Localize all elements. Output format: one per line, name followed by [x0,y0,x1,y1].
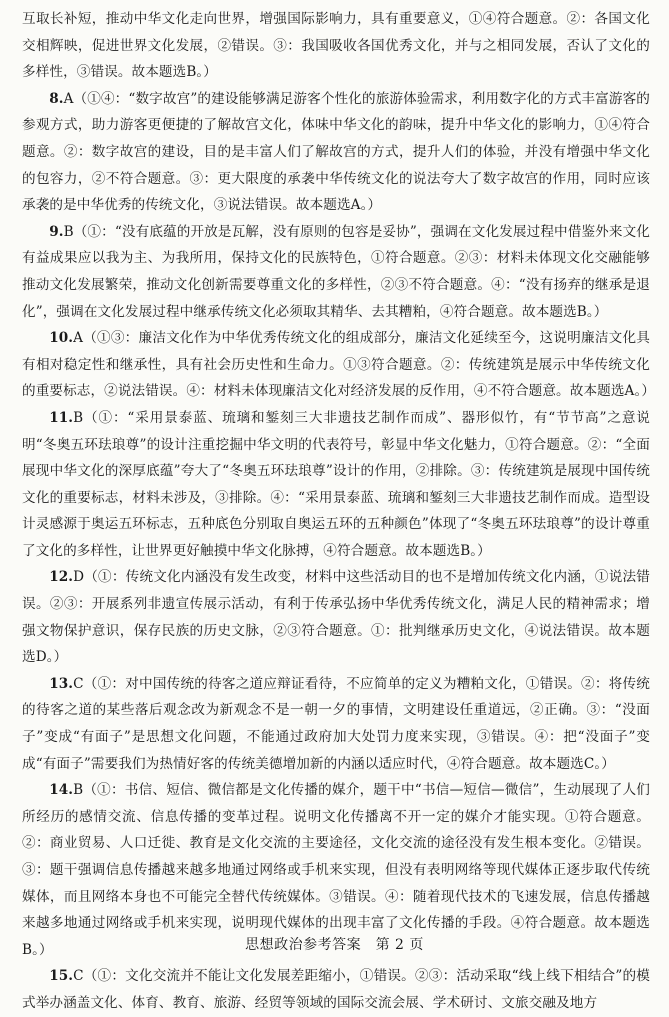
paragraph-text: 互取长补短，推动中华文化走向世界，增强国际影响力，具有重要意义，①④符合题意。②：各国文化交相辉映，促进世界文化发展，②错误。③：我国吸收各国优秀文化，并与之相同发展，否认了文化的多样性，③错误。故本题选B。） [22,11,650,81]
answer-text-body [22,6,656,1017]
question-number: 10. [49,330,74,347]
paragraph-text: A（①④：“数字故宫”的建设能够满足游客个性化的旅游体验需求，利用数字化的方式丰富游客的参观方式，助力游客更便捷的了解故宫文化，体味中华文化的韵味，提升中华文化的影响力，①④符合题意。②：数字故宫的建设，目的是丰富人们了解故宫的方式，提升人们的体验，并没有增强中华文化的包容力，②不符合题意。③：更大限度的承袭中华传统文化的说法夸大了数字故宫的作用，同时应该承袭的是中华优秀的传统文化，③说法错误。故本题选A。） [22,90,650,214]
answer-paragraph-10 [22,325,656,405]
paragraph-text: B（①：书信、短信、微信都是文化传播的媒介，题干中“书信—短信—微信”，生动展现了人们所经历的感情交流、信息传播的变革过程。说明文化传播离不开一定的媒介才能实现。①符合题意。②：商业贸易、人口迁徙、教育是文化交流的主要途径，文化交流的途径没有发生根本变化。②错误。③：题干强调信息传播越来越多地通过网络或手机来实现，但没有表明网络等现代媒体正逐步取代传统媒体，而且网络本身也不可能完全替代传统媒体。③错误。④：随着现代技术的飞速发展，信息传播越来越多地通过网络或手机来实现，说明现代媒体的出现丰富了文化传播的手段。④符合题意。故本题选B。） [22,782,650,958]
question-number: 15. [49,968,74,985]
paragraph-text: C（①：文化交流并不能让文化发展差距缩小，①错误。②③：活动采取“线上线下相结合”的模式举办涵盖文化、体育、教育、旅游、经贸等领域的国际交流会展、学术研讨、文旅交融及地方 [22,968,650,1011]
question-number: 13. [49,675,74,692]
answer-paragraph-8 [22,86,650,219]
question-number: 11. [49,409,74,426]
paragraph-text: B（①：“采用景泰蓝、琉璃和錾刻三大非遗技艺制作而成”、器形似竹，有“节节高”之意说明“冬奥五环珐琅尊”的设计注重挖掘中华文明的代表符号，彰显中华文化魅力，①符合题意。②：“全面展现中华文化的深厚底蕴”夸大了“冬奥五环珐琅尊”设计的作用，②排除。③：传统建筑是展现中国传统文化的重要标志，材料未涉及，③排除。④：“采用景泰蓝、琉璃和錾刻三大非遗技艺制作而成。造型设计灵感源于奥运五环标志，五种底色分别取自奥运五环的五种颜色”体现了“冬奥五环珐琅尊”的设计尊重了文化的多样性，让世界更好触摸中华文化脉搏，④符合题意。故本题选B。） [22,409,650,559]
answer-paragraph-13 [22,671,650,777]
question-number: 9. [49,223,64,240]
paragraph-text: C（①：对中国传统的待客之道应辩证看待，不应简单的定义为糟粕文化，①错误。②：将传统的待客之道的某些落后观念改为新观念不是一朝一夕的事情，文明建设任重道远，②正确。③：“没面子”变成“有面子”是思想文化问题，不能通过政府加大处罚力度来实现，③错误。④：把“没面子”变成“有面子”需要我们为热情好客的传统美德增加新的内涵以适应时代，④符合题意。故本题选C。） [22,675,650,772]
question-number: 12. [49,569,74,586]
answer-paragraph-11 [22,405,650,565]
paragraph-text: D（①：传统文化内涵没有发生改变，材料中这些活动目的也不是增加传统文化内涵，①说法错误。②③：开展系列非遗宣传展示活动，有利于传承弘扬中华优秀传统文化，满足人民的精神需求；增强文物保护意识，保存民族的历史文脉，②③符合题意。①：批判继承历史文化，④说法错误。故本题选D。） [22,569,650,666]
paragraph-text: A（①③：廉洁文化作为中华优秀传统文化的组成部分，廉洁文化延续至今，这说明廉洁文化具有相对稳定性和继承性，具有社会历史性和生命力。①③符合题意。②：传统建筑是展示中华传统文化的重要标志，②说法错误。④：材料未体现廉洁文化对经济发展的反作用，④不符合题意。故本题选A。） [22,330,656,400]
answer-paragraph-7-cont [22,6,650,86]
answer-paragraph-12 [22,564,650,670]
page-footer: 思想政治参考答案 第 2 页 [245,937,424,953]
answer-paragraph-9 [22,219,650,325]
question-number: 8. [49,90,64,107]
paragraph-text: B（①：“没有底蕴的开放是瓦解，没有原则的包容是妥协”，强调在文化发展过程中借鉴外来文化有益成果应以我为主、为我所用，保持文化的民族特色，①符合题意。②③：材料未体现文化交融能够推动文化发展繁荣，推动文化创新需要尊重文化的多样性，②③不符合题意。④：“没有扬弃的继承是退化”，强调在文化发展过程中继承传统文化必须取其精华、去其糟粕，④符合题意。故本题选B。） [22,223,650,320]
answer-paragraph-15 [22,963,650,1016]
question-number: 14. [49,782,74,799]
